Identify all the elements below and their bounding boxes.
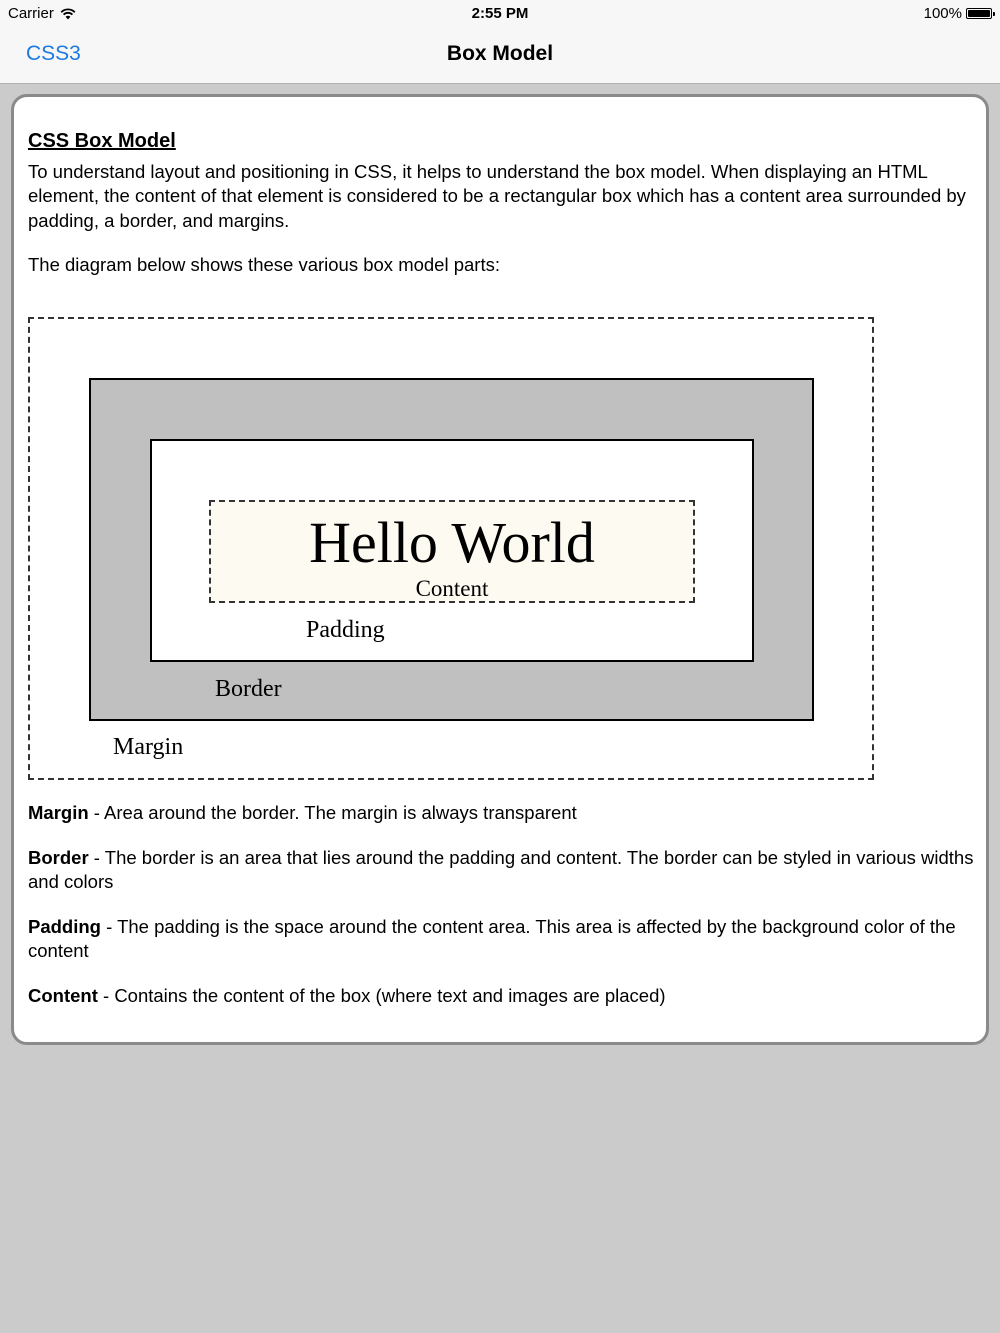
definition-margin [28,801,978,826]
status-bar [0,0,1000,28]
hello-world-text: Hello World [309,510,595,575]
content-label: Content [415,576,489,601]
intro-paragraph: To understand layout and positioning in CSS, it helps to understand the box model. When displaying an HTML element, the content of that element is considered to be a rectangular box which has a content area surrounded by padding, a border, and margins. [28,160,966,231]
back-button[interactable]: CSS3 [26,42,81,65]
definition-term: Content [28,984,98,1006]
content-box [209,500,695,603]
definition-term: Margin [28,802,89,823]
article-heading: CSS Box Model [28,130,176,152]
definition-border [28,846,978,895]
definition-term: Border [28,846,89,868]
definition-text: - Contains the content of the box (where text and images are placed) [97,984,666,1006]
margin-label: Margin [113,734,184,760]
border-label: Border [215,676,282,702]
content-card [11,94,989,1045]
definition-text: - The border is an area that lies around the padding and content. The border can be styled in various widths and colors [28,846,974,892]
padding-box [150,439,754,662]
definitions-list [28,801,978,1028]
battery-fill [968,10,990,17]
battery-status [924,5,992,22]
article-text [28,129,978,298]
definition-term: Padding [28,915,101,937]
box-model-diagram [28,317,874,780]
navigation-bar [0,28,1000,84]
battery-percent: 100% [923,5,962,22]
definition-padding [28,915,978,964]
carrier-label: Carrier [8,5,54,22]
definition-text: - The padding is the space around the content area. This area is affected by the background color of the content [28,915,956,961]
padding-label: Padding [306,617,385,643]
border-box [89,378,814,721]
page-title: Box Model [446,42,554,65]
status-time: 2:55 PM [471,5,529,22]
definition-text: - Area around the border. The margin is always transparent [88,802,577,823]
definition-content [28,984,978,1009]
diagram-intro: The diagram below shows these various box model parts: [28,254,500,275]
battery-icon [966,8,992,19]
battery-tip [993,12,995,16]
